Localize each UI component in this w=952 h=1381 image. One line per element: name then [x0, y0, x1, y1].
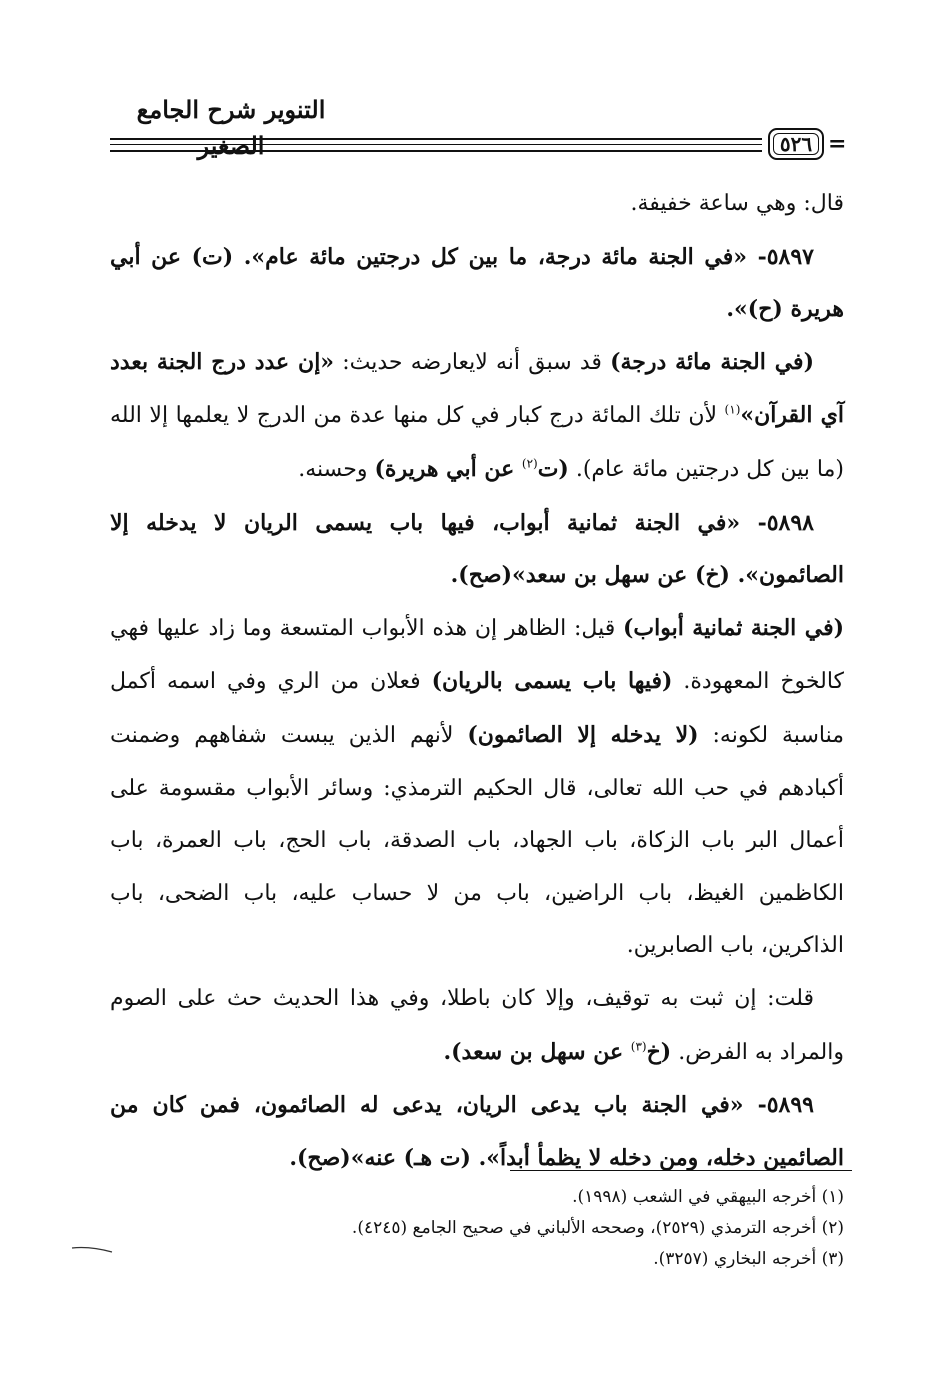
- hadith-5899-text: «في الجنة باب يدعى الريان، يدعى له الصائمون، فمن كان من الصائمين دخله، ومن دخله لا يظمأ أبداً». (ت هـ) عنه»(صح).: [110, 1092, 844, 1171]
- paragraph-1-text: قال: وهي ساعة خفيفة.: [630, 191, 844, 216]
- commentary-5897-lemma: (في الجنة مائة درجة): [610, 348, 814, 375]
- page-number-frame: [768, 128, 824, 160]
- footnote-2: (٢) أخرجه الترمذي (٢٥٢٩)، وصححه الألباني في صحيح الجامع (٤٢٤٥).: [351, 1218, 844, 1238]
- commentary-5898-text-2: فعلان من الري وفي اسمه أكمل مناسبة لكونه:: [110, 669, 845, 748]
- commentary-5898-note-text: قلت: إن ثبت به توقيف، وإلا كان باطلا، وفي هذا الحديث حث على الصوم والمراد به الفرض.: [110, 985, 844, 1065]
- commentary-5897-quote: «إن عدد درج الجنة بعدد آي القرآن»: [110, 348, 844, 429]
- commentary-5898-lemma-2: (فيها باب يسمى بالريان): [431, 668, 673, 695]
- page-number: ٥٢٦: [779, 132, 813, 156]
- commentary-5898-text-3: لأنهم الذين يبست شفاههم وضمنت أكبادهم في حب الله تعالى، قال الحكيم الترمذي: وسائر الأبواب مقسومة على أعمال البر باب الزكاة، باب الجهاد، باب الصدقة، باب الحج، باب العمرة، باب الكاظمين الغيظ، باب الراضين، باب من لا حساب عليه، باب الضحى، باب الذاكرين، باب الصابرين.: [110, 722, 844, 959]
- hadith-5897-text: «في الجنة مائة درجة، ما بين كل درجتين مائة عام». (ت) عن أبي هريرة (ح)».: [110, 243, 844, 323]
- footnote-ref-2: (٢): [521, 456, 538, 471]
- commentary-5897-text-1: قد سبق أنه لايعارضه حديث:: [334, 349, 611, 375]
- commentary-5898: [110, 602, 844, 973]
- commentary-5898-lemma-3: (لا يدخله إلا الصائمون): [467, 721, 699, 748]
- footnotes: [110, 1182, 844, 1275]
- main-text: [110, 178, 844, 1184]
- hadith-5898-number: ٥٨٩٨-: [740, 509, 814, 536]
- scan-mark: [70, 1244, 114, 1254]
- footnote-1: (١) أخرجه البيهقي في الشعب (١٩٩٨).: [572, 1187, 844, 1207]
- header-rule-middle: [110, 144, 762, 145]
- header-ornament: =: [828, 131, 847, 157]
- hadith-5899-number: ٥٨٩٩-: [743, 1092, 814, 1119]
- hadith-5897: [110, 231, 844, 336]
- commentary-5897-text-3: وحسنه.: [298, 456, 375, 482]
- header-rule-bottom: [110, 150, 762, 152]
- commentary-5898-source-1: (خ: [646, 1038, 672, 1065]
- hadith-5898: [110, 497, 844, 602]
- commentary-5898-source-2: عن سهل بن سعد).: [443, 1038, 631, 1065]
- footnote-separator: [510, 1170, 852, 1171]
- running-header-title: التنوير شرح الجامع الصغير: [136, 95, 326, 160]
- commentary-5897: [110, 336, 844, 497]
- commentary-5898-text-1: قيل: الظاهر إن هذه الأبواب المتسعة وما زاد عليها فهي كالخوخ المعهودة.: [110, 615, 844, 695]
- paragraph-1: [110, 178, 844, 231]
- commentary-5898-lemma-1: (في الجنة ثمانية أبواب): [623, 614, 845, 641]
- commentary-5898-note: [110, 973, 844, 1079]
- commentary-5897-source-1: (ت: [537, 455, 569, 482]
- hadith-5897-number: ٥٨٩٧-: [747, 243, 814, 270]
- footnote-3: (٣) أخرجه البخاري (٣٢٥٧).: [653, 1249, 844, 1269]
- commentary-5897-source-2: عن أبي هريرة): [374, 455, 522, 482]
- footnote-ref-3: (٣): [630, 1039, 647, 1054]
- footnote-ref-1: (١): [724, 403, 741, 418]
- hadith-5899: [110, 1079, 844, 1184]
- commentary-5897-text-2: لأن تلك المائة درج كبار في كل منها عدة من الدرج لا يعلمها إلا الله (ما بين كل درجتين مائة عام).: [110, 403, 844, 482]
- hadith-5898-text: «في الجنة ثمانية أبواب، فيها باب يسمى الريان لا يدخله إلا الصائمون». (خ) عن سهل بن سعد»(صح).: [110, 509, 844, 589]
- header-rule-top: [110, 138, 762, 140]
